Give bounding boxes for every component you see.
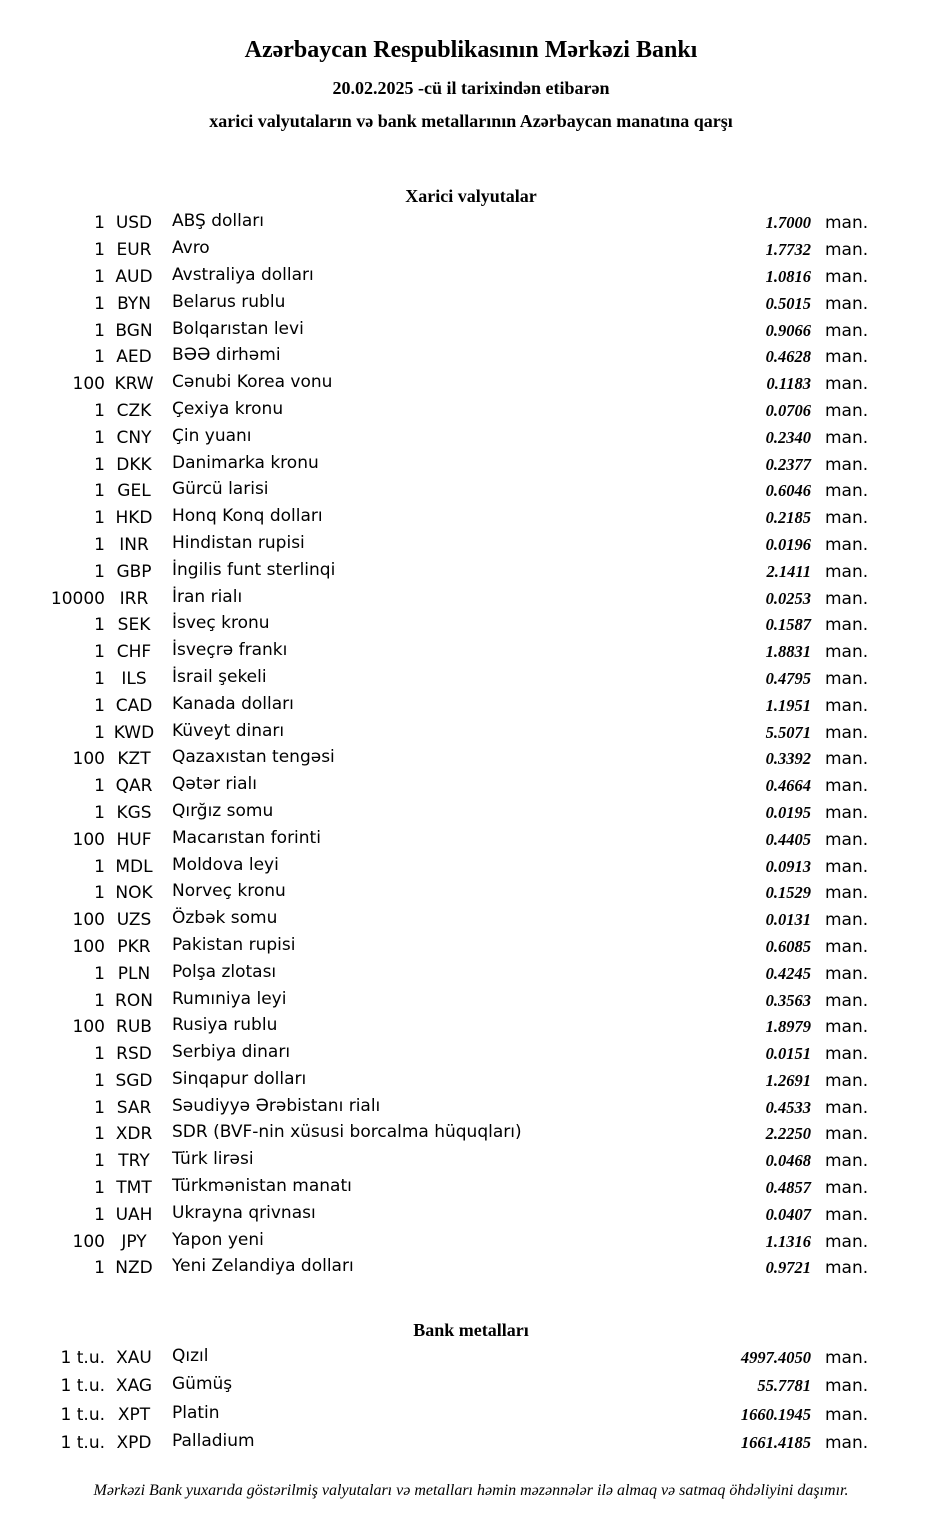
currency-code: PLN (117, 963, 151, 984)
rate-unit: man. (825, 481, 869, 502)
currency-code: RON (115, 990, 153, 1011)
rate-unit: man. (825, 240, 869, 261)
rate-unit: man. (825, 642, 869, 663)
rate-value: 2.2250 (765, 1124, 811, 1144)
metals-table (0, 1344, 942, 1457)
rate-quantity: 1 (94, 615, 105, 636)
rate-value: 0.1183 (766, 374, 811, 394)
currency-name: Ukrayna qrivnası (172, 1202, 316, 1223)
currency-name: Kanada dolları (172, 693, 294, 714)
rate-value: 0.0131 (765, 910, 811, 930)
rate-value: 0.4628 (765, 347, 811, 367)
table-row (0, 585, 942, 612)
rate-unit: man. (825, 588, 869, 609)
currency-name: İsrail şekeli (172, 666, 267, 687)
rate-value: 0.0468 (765, 1151, 811, 1171)
rate-value: 0.0407 (765, 1204, 811, 1224)
rate-value: 0.4245 (765, 963, 811, 983)
table-row (0, 344, 942, 371)
currency-name: Bolqarıstan levi (172, 318, 304, 339)
rate-value: 0.0253 (765, 588, 811, 608)
currency-name: Türkmənistan manatı (172, 1176, 352, 1197)
currency-name: Çexiya kronu (172, 398, 284, 419)
currency-code: GBP (116, 561, 152, 582)
rate-quantity: 1 (94, 1258, 105, 1279)
currency-name: Yeni Zelandiya dolları (172, 1256, 354, 1277)
rate-value: 0.6046 (765, 481, 811, 501)
rate-unit: man. (825, 1432, 869, 1453)
table-row (0, 1068, 942, 1095)
rate-value: 0.2377 (765, 454, 811, 474)
metals-section-title: Bank metalları (413, 1319, 529, 1340)
rate-quantity: 1 (94, 213, 105, 234)
table-row (0, 746, 942, 773)
rate-unit: man. (825, 1070, 869, 1091)
rate-quantity: 100 (72, 829, 105, 850)
rate-quantity: 100 (72, 910, 105, 931)
rate-unit: man. (825, 454, 869, 475)
currency-name: Çin yuanı (172, 425, 252, 446)
currency-code: USD (115, 213, 153, 234)
currency-code: XPD (116, 1432, 152, 1453)
rate-unit: man. (825, 1204, 869, 1225)
rate-quantity: 1 (94, 508, 105, 529)
rate-value: 55.7781 (757, 1376, 811, 1396)
table-row (0, 987, 942, 1014)
rate-value: 5.5071 (765, 722, 811, 742)
table-row (0, 1121, 942, 1148)
rate-value: 0.2185 (765, 508, 811, 528)
table-row (0, 1148, 942, 1175)
currency-code: UAH (115, 1204, 153, 1225)
rate-unit: man. (825, 695, 869, 716)
currency-code: CZK (116, 400, 152, 421)
rate-unit: man. (825, 293, 869, 314)
table-row (0, 290, 942, 317)
table-row (0, 424, 942, 451)
currency-code: SEK (117, 615, 151, 636)
rate-quantity: 1 (94, 990, 105, 1011)
rate-unit: man. (825, 1017, 869, 1038)
table-row (0, 880, 942, 907)
rate-quantity: 100 (72, 1017, 105, 1038)
rate-unit: man. (825, 722, 869, 743)
currency-name: İsveç kronu (172, 613, 270, 634)
currency-code: CHF (116, 642, 152, 663)
table-row (0, 1201, 942, 1228)
currency-name: Qırğız somu (172, 800, 274, 821)
currency-name: BƏƏ dirhəmi (172, 345, 281, 366)
currency-name: ABŞ dolları (172, 211, 264, 232)
rate-unit: man. (825, 534, 869, 555)
rate-quantity: 100 (72, 936, 105, 957)
currency-code: RSD (116, 1044, 152, 1065)
currency-code: NZD (115, 1258, 153, 1279)
rate-quantity: 1 (94, 776, 105, 797)
table-row (0, 398, 942, 425)
currency-name: Türk lirəsi (172, 1149, 254, 1170)
currency-name: Serbiya dinarı (172, 1042, 291, 1063)
rate-value: 0.1587 (765, 615, 811, 635)
currency-name: Küveyt dinarı (172, 720, 285, 741)
table-row (0, 478, 942, 505)
rate-quantity: 1 (94, 1124, 105, 1145)
currency-name: İsveçrə frankı (172, 640, 288, 661)
currency-name: Qətər rialı (172, 774, 257, 795)
document-subtitle: xarici valyutaların və bank metallarının Azərbaycan manatına qarşı (209, 111, 733, 131)
rate-value: 0.4795 (765, 668, 811, 688)
rate-unit: man. (825, 1097, 869, 1118)
rate-unit: man. (825, 883, 869, 904)
rate-unit: man. (825, 1151, 869, 1172)
rate-quantity: 1 (94, 293, 105, 314)
rate-unit: man. (825, 1044, 869, 1065)
rate-value: 0.6085 (765, 936, 811, 956)
currency-code: XPT (117, 1404, 151, 1425)
rate-unit: man. (825, 374, 869, 395)
rate-quantity: 1 (94, 1044, 105, 1065)
rate-quantity: 1 t.u. (60, 1348, 105, 1369)
currency-code: AED (116, 347, 152, 368)
rate-quantity: 1 (94, 454, 105, 475)
rate-unit: man. (825, 320, 869, 341)
rate-value: 1.1951 (765, 695, 811, 715)
effective-date-line: 20.02.2025 -cü il tarixindən etibarən (332, 78, 610, 98)
table-row (0, 1228, 942, 1255)
rate-quantity: 1 (94, 534, 105, 555)
currency-code: PKR (117, 936, 151, 957)
rate-unit: man. (825, 1231, 869, 1252)
rate-unit: man. (825, 668, 869, 689)
rate-unit: man. (825, 1348, 869, 1369)
currency-name: Honq Konq dolları (172, 506, 323, 527)
currency-code: TRY (118, 1151, 150, 1172)
rate-value: 0.0913 (765, 856, 811, 876)
currency-code: JPY (121, 1231, 147, 1252)
currency-name: Polşa zlotası (172, 961, 277, 982)
currency-code: HKD (115, 508, 153, 529)
rate-quantity: 1 (94, 481, 105, 502)
rate-unit: man. (825, 829, 869, 850)
currency-code: INR (119, 534, 149, 555)
rate-unit: man. (825, 400, 869, 421)
rate-value: 0.4405 (765, 829, 811, 849)
rate-quantity: 1 (94, 802, 105, 823)
currency-name: Palladium (172, 1430, 255, 1451)
currency-name: Rumıniya leyi (172, 988, 287, 1009)
rate-quantity: 1 (94, 266, 105, 287)
rate-value: 0.5015 (765, 293, 811, 313)
rate-quantity: 1 (94, 1204, 105, 1225)
rate-quantity: 1 (94, 1070, 105, 1091)
rate-unit: man. (825, 776, 869, 797)
table-row (0, 451, 942, 478)
rate-value: 0.4857 (765, 1178, 811, 1198)
table-row (0, 1429, 942, 1457)
rate-unit: man. (825, 561, 869, 582)
rate-value: 0.3392 (765, 749, 811, 769)
currency-name: Pakistan rupisi (172, 934, 296, 955)
currency-code: SGD (115, 1070, 153, 1091)
table-row (0, 1372, 942, 1400)
disclaimer-text: Mərkəzi Bank yuxarıda göstərilmiş valyutaları və metalları həmin məzənnələr ilə almaq və satmaq öhdəliyini daşımır. (93, 1482, 849, 1500)
currency-name: Yapon yeni (172, 1229, 264, 1250)
currency-code: ILS (121, 668, 147, 689)
table-row (0, 639, 942, 666)
currency-code: XAU (116, 1348, 152, 1369)
rate-quantity: 1 (94, 427, 105, 448)
currency-code: SAR (116, 1097, 152, 1118)
rate-value: 0.2340 (765, 427, 811, 447)
rate-value: 1.8831 (765, 642, 811, 662)
rate-value: 4997.4050 (740, 1348, 811, 1368)
currency-name: Avstraliya dolları (172, 264, 314, 285)
currency-code: KGS (116, 802, 152, 823)
table-row (0, 1400, 942, 1428)
rate-unit: man. (825, 963, 869, 984)
currency-name: Cənubi Korea vonu (172, 372, 333, 393)
currency-name: Sinqapur dolları (172, 1068, 307, 1089)
currency-code: EUR (116, 240, 152, 261)
currency-code: MDL (115, 856, 153, 877)
rate-value: 1.0816 (765, 266, 811, 286)
rate-unit: man. (825, 213, 869, 234)
currency-code: CNY (116, 427, 152, 448)
rate-value: 1.7732 (765, 240, 811, 260)
currency-name: Macarıstan forinti (172, 827, 321, 848)
rate-unit: man. (825, 802, 869, 823)
table-row (0, 666, 942, 693)
document-header (0, 0, 942, 132)
rate-value: 0.3563 (765, 990, 811, 1010)
currency-code: KZT (117, 749, 151, 770)
rate-quantity: 1 (94, 722, 105, 743)
currency-name: Səudiyyə Ərəbistanı rialı (172, 1095, 381, 1116)
currency-name: Qazaxıstan tengəsi (172, 747, 335, 768)
table-row (0, 692, 942, 719)
currency-name: Gürcü larisi (172, 479, 269, 500)
currency-code: RUB (116, 1017, 152, 1038)
currency-name: Belarus rublu (172, 291, 286, 312)
rate-quantity: 100 (72, 1231, 105, 1252)
table-row (0, 317, 942, 344)
currency-name: Avro (172, 238, 210, 259)
currency-code: UZS (116, 910, 152, 931)
rate-unit: man. (825, 990, 869, 1011)
currency-name: Hindistan rupisi (172, 532, 305, 553)
currency-code: NOK (115, 883, 153, 904)
table-row (0, 505, 942, 532)
rate-quantity: 1 (94, 561, 105, 582)
rate-quantity: 1 (94, 1151, 105, 1172)
currency-code: QAR (115, 776, 153, 797)
rate-quantity: 1 t.u. (60, 1376, 105, 1397)
currency-name: Platin (172, 1402, 220, 1423)
table-row (0, 960, 942, 987)
rate-quantity: 1 (94, 642, 105, 663)
table-row (0, 1094, 942, 1121)
rate-quantity: 1 (94, 320, 105, 341)
rate-value: 0.4664 (765, 776, 811, 796)
rate-quantity: 10000 (50, 588, 105, 609)
rate-value: 1660.1945 (740, 1404, 811, 1424)
table-row (0, 907, 942, 934)
rate-quantity: 1 (94, 963, 105, 984)
rate-quantity: 1 (94, 240, 105, 261)
table-row (0, 1255, 942, 1282)
rate-quantity: 1 (94, 1097, 105, 1118)
rate-value: 0.0195 (765, 802, 811, 822)
currency-code: KRW (114, 374, 154, 395)
rate-quantity: 1 (94, 668, 105, 689)
currency-code: XAG (115, 1376, 153, 1397)
currency-name: İngilis funt sterlinqi (172, 559, 336, 580)
table-row (0, 800, 942, 827)
rate-value: 0.0151 (765, 1044, 811, 1064)
currency-code: TMT (116, 1178, 152, 1199)
rate-unit: man. (825, 615, 869, 636)
bank-title: Azərbaycan Respublikasının Mərkəzi Bankı (244, 37, 698, 63)
rate-value: 0.9066 (765, 320, 811, 340)
rate-value: 1.2691 (765, 1070, 811, 1090)
currency-code: XDR (115, 1124, 153, 1145)
rate-unit: man. (825, 427, 869, 448)
table-row (0, 773, 942, 800)
rate-quantity: 100 (72, 374, 105, 395)
currency-code: DKK (116, 454, 152, 475)
rate-value: 0.0196 (765, 534, 811, 554)
rate-quantity: 1 (94, 883, 105, 904)
rate-quantity: 1 (94, 695, 105, 716)
table-row (0, 853, 942, 880)
rate-unit: man. (825, 1178, 869, 1199)
currency-name: İran rialı (172, 586, 243, 607)
currency-name: Norveç kronu (172, 881, 286, 902)
table-row (0, 532, 942, 559)
rate-value: 0.9721 (765, 1258, 811, 1278)
rate-value: 0.0706 (765, 400, 811, 420)
table-row (0, 934, 942, 961)
currency-code: AUD (115, 266, 153, 287)
rate-quantity: 1 t.u. (60, 1432, 105, 1453)
currency-code: GEL (117, 481, 151, 502)
table-row (0, 1041, 942, 1068)
currency-name: Özbək somu (172, 908, 278, 929)
currency-name: Moldova leyi (172, 854, 279, 875)
currency-code: KWD (113, 722, 155, 743)
table-row (0, 1175, 942, 1202)
currency-code: CAD (115, 695, 153, 716)
rate-value: 1.8979 (765, 1017, 811, 1037)
rate-quantity: 1 (94, 856, 105, 877)
rate-quantity: 1 (94, 1178, 105, 1199)
rate-unit: man. (825, 1258, 869, 1279)
rate-unit: man. (825, 910, 869, 931)
rate-quantity: 100 (72, 749, 105, 770)
currency-name: SDR (BVF-nin xüsusi borcalma hüquqları) (172, 1122, 522, 1143)
table-row (0, 612, 942, 639)
currency-code: IRR (119, 588, 149, 609)
currency-code: BGN (115, 320, 153, 341)
table-row (0, 371, 942, 398)
currency-name: Gümüş (172, 1374, 233, 1395)
currencies-section-title: Xarici valyutalar (405, 186, 537, 206)
table-row (0, 719, 942, 746)
table-row (0, 210, 942, 237)
rate-quantity: 1 t.u. (60, 1404, 105, 1425)
rate-value: 1.1316 (765, 1231, 811, 1251)
table-row (0, 237, 942, 264)
table-row (0, 558, 942, 585)
table-row (0, 1344, 942, 1372)
rate-value: 0.4533 (765, 1097, 811, 1117)
rate-unit: man. (825, 749, 869, 770)
currency-code: BYN (117, 293, 151, 314)
rate-value: 0.1529 (765, 883, 811, 903)
rate-value: 1661.4185 (740, 1432, 811, 1452)
rate-value: 1.7000 (765, 213, 811, 233)
rate-unit: man. (825, 508, 869, 529)
rate-quantity: 1 (94, 400, 105, 421)
rate-unit: man. (825, 347, 869, 368)
currency-name: Danimarka kronu (172, 452, 319, 473)
rate-unit: man. (825, 1124, 869, 1145)
table-row (0, 826, 942, 853)
rate-unit: man. (825, 936, 869, 957)
currency-table (0, 210, 942, 1282)
currency-name: Rusiya rublu (172, 1015, 278, 1036)
rate-unit: man. (825, 1376, 869, 1397)
rate-value: 2.1411 (766, 561, 811, 581)
table-row (0, 1014, 942, 1041)
rate-unit: man. (825, 266, 869, 287)
table-row (0, 264, 942, 291)
rate-unit: man. (825, 856, 869, 877)
rate-unit: man. (825, 1404, 869, 1425)
currency-name: Qızıl (172, 1346, 209, 1367)
rate-quantity: 1 (94, 347, 105, 368)
currency-code: HUF (116, 829, 152, 850)
